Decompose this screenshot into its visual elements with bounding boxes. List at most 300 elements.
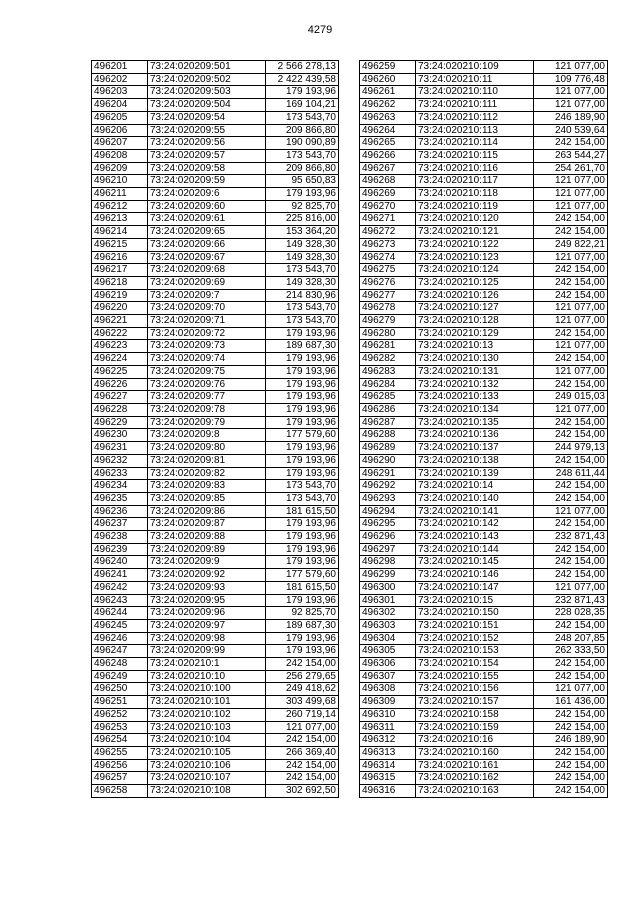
table-row bbox=[360, 315, 608, 328]
row-number-cell: 496256 bbox=[92, 759, 148, 772]
cadastral-number-cell: 73:24:020210:134 bbox=[416, 403, 534, 416]
value-cell: 173 543,70 bbox=[266, 492, 339, 505]
table-row bbox=[360, 162, 608, 175]
row-number-cell: 496203 bbox=[92, 86, 148, 99]
table-row bbox=[360, 86, 608, 99]
cadastral-number-cell: 73:24:020209:9 bbox=[148, 556, 266, 569]
value-cell: 173 543,70 bbox=[266, 111, 339, 124]
cadastral-number-cell: 73:24:020209:75 bbox=[148, 365, 266, 378]
table-row bbox=[92, 556, 339, 569]
value-cell: 242 154,00 bbox=[534, 213, 608, 226]
table-row bbox=[360, 264, 608, 277]
cadastral-number-cell: 73:24:020209:69 bbox=[148, 276, 266, 289]
cadastral-number-cell: 73:24:020209:81 bbox=[148, 454, 266, 467]
value-cell: 242 154,00 bbox=[534, 556, 608, 569]
table-row bbox=[360, 645, 608, 658]
value-cell: 242 154,00 bbox=[266, 658, 339, 671]
cadastral-number-cell: 73:24:020210:159 bbox=[416, 721, 534, 734]
row-number-cell: 496268 bbox=[360, 175, 416, 188]
value-cell: 232 871,43 bbox=[534, 531, 608, 544]
value-cell: 244 979,13 bbox=[534, 442, 608, 455]
cadastral-number-cell: 73:24:020210:117 bbox=[416, 175, 534, 188]
value-cell: 266 369,40 bbox=[266, 746, 339, 759]
cadastral-number-cell: 73:24:020210:144 bbox=[416, 543, 534, 556]
cadastral-number-cell: 73:24:020210:141 bbox=[416, 505, 534, 518]
row-number-cell: 496227 bbox=[92, 391, 148, 404]
table-row bbox=[92, 721, 339, 734]
table-row bbox=[92, 581, 339, 594]
row-number-cell: 496288 bbox=[360, 429, 416, 442]
row-number-cell: 496272 bbox=[360, 226, 416, 239]
row-number-cell: 496251 bbox=[92, 696, 148, 709]
row-number-cell: 496307 bbox=[360, 670, 416, 683]
value-cell: 161 436,00 bbox=[534, 696, 608, 709]
cadastral-number-cell: 73:24:020210:151 bbox=[416, 619, 534, 632]
value-cell: 121 077,00 bbox=[534, 302, 608, 315]
table-row bbox=[92, 670, 339, 683]
cadastral-number-cell: 73:24:020210:130 bbox=[416, 353, 534, 366]
row-number-cell: 496310 bbox=[360, 708, 416, 721]
cadastral-number-cell: 73:24:020210:160 bbox=[416, 746, 534, 759]
row-number-cell: 496215 bbox=[92, 238, 148, 251]
row-number-cell: 496248 bbox=[92, 658, 148, 671]
table-row bbox=[92, 632, 339, 645]
cadastral-number-cell: 73:24:020210:126 bbox=[416, 289, 534, 302]
row-number-cell: 496266 bbox=[360, 149, 416, 162]
table-row bbox=[92, 340, 339, 353]
row-number-cell: 496208 bbox=[92, 149, 148, 162]
table-row bbox=[92, 162, 339, 175]
table-row bbox=[92, 353, 339, 366]
cadastral-number-cell: 73:24:020210:108 bbox=[148, 785, 266, 798]
table-row bbox=[360, 581, 608, 594]
cadastral-number-cell: 73:24:020210:109 bbox=[416, 61, 534, 74]
value-cell: 121 077,00 bbox=[534, 251, 608, 264]
row-number-cell: 496217 bbox=[92, 264, 148, 277]
cadastral-number-cell: 73:24:020210:127 bbox=[416, 302, 534, 315]
value-cell: 214 830,96 bbox=[266, 289, 339, 302]
table-row bbox=[92, 99, 339, 112]
table-row bbox=[92, 149, 339, 162]
value-cell: 179 193,96 bbox=[266, 645, 339, 658]
cadastral-number-cell: 73:24:020210:116 bbox=[416, 162, 534, 175]
row-number-cell: 496292 bbox=[360, 480, 416, 493]
value-cell: 179 193,96 bbox=[266, 454, 339, 467]
cadastral-number-cell: 73:24:020210:162 bbox=[416, 772, 534, 785]
cadastral-number-cell: 73:24:020210:16 bbox=[416, 734, 534, 747]
cadastral-number-cell: 73:24:020210:14 bbox=[416, 480, 534, 493]
row-number-cell: 496260 bbox=[360, 73, 416, 86]
table-row bbox=[360, 99, 608, 112]
row-number-cell: 496261 bbox=[360, 86, 416, 99]
table-row bbox=[92, 734, 339, 747]
cadastral-number-cell: 73:24:020209:99 bbox=[148, 645, 266, 658]
table-row bbox=[92, 315, 339, 328]
table-row bbox=[92, 467, 339, 480]
cadastral-number-cell: 73:24:020209:85 bbox=[148, 492, 266, 505]
value-cell: 242 154,00 bbox=[534, 670, 608, 683]
value-cell: 254 261,70 bbox=[534, 162, 608, 175]
table-row bbox=[360, 289, 608, 302]
value-cell: 246 189,90 bbox=[534, 734, 608, 747]
value-cell: 242 154,00 bbox=[534, 289, 608, 302]
row-number-cell: 496287 bbox=[360, 416, 416, 429]
row-number-cell: 496228 bbox=[92, 403, 148, 416]
cadastral-number-cell: 73:24:020210:140 bbox=[416, 492, 534, 505]
cadastral-number-cell: 73:24:020209:98 bbox=[148, 632, 266, 645]
value-cell: 173 543,70 bbox=[266, 302, 339, 315]
table-row bbox=[92, 454, 339, 467]
cadastral-number-cell: 73:24:020210:150 bbox=[416, 607, 534, 620]
table-row bbox=[360, 518, 608, 531]
row-number-cell: 496311 bbox=[360, 721, 416, 734]
cadastral-number-cell: 73:24:020209:76 bbox=[148, 378, 266, 391]
row-number-cell: 496229 bbox=[92, 416, 148, 429]
row-number-cell: 496305 bbox=[360, 645, 416, 658]
row-number-cell: 496274 bbox=[360, 251, 416, 264]
row-number-cell: 496250 bbox=[92, 683, 148, 696]
cadastral-number-cell: 73:24:020209:503 bbox=[148, 86, 266, 99]
value-cell: 242 154,00 bbox=[534, 518, 608, 531]
table-row bbox=[92, 645, 339, 658]
cadastral-number-cell: 73:24:020210:111 bbox=[416, 99, 534, 112]
value-cell: 173 543,70 bbox=[266, 264, 339, 277]
value-cell: 179 193,96 bbox=[266, 327, 339, 340]
row-number-cell: 496280 bbox=[360, 327, 416, 340]
table-row bbox=[360, 556, 608, 569]
cadastral-number-cell: 73:24:020209:92 bbox=[148, 569, 266, 582]
value-cell: 242 154,00 bbox=[534, 759, 608, 772]
cadastral-number-cell: 73:24:020210:161 bbox=[416, 759, 534, 772]
row-number-cell: 496231 bbox=[92, 442, 148, 455]
table-row bbox=[360, 658, 608, 671]
table-row bbox=[92, 226, 339, 239]
cadastral-number-cell: 73:24:020210:115 bbox=[416, 149, 534, 162]
cadastral-number-cell: 73:24:020210:113 bbox=[416, 124, 534, 137]
table-row bbox=[360, 505, 608, 518]
row-number-cell: 496306 bbox=[360, 658, 416, 671]
cadastral-number-cell: 73:24:020210:143 bbox=[416, 531, 534, 544]
table-row bbox=[360, 365, 608, 378]
value-cell: 242 154,00 bbox=[534, 378, 608, 391]
table-row bbox=[360, 378, 608, 391]
cadastral-number-cell: 73:24:020209:70 bbox=[148, 302, 266, 315]
cadastral-number-cell: 73:24:020210:114 bbox=[416, 137, 534, 150]
cadastral-number-cell: 73:24:020210:118 bbox=[416, 188, 534, 201]
cadastral-number-cell: 73:24:020209:68 bbox=[148, 264, 266, 277]
cadastral-number-cell: 73:24:020209:55 bbox=[148, 124, 266, 137]
page-number: 4279 bbox=[307, 24, 333, 36]
row-number-cell: 496207 bbox=[92, 137, 148, 150]
row-number-cell: 496236 bbox=[92, 505, 148, 518]
table-row bbox=[360, 772, 608, 785]
row-number-cell: 496291 bbox=[360, 467, 416, 480]
value-cell: 121 077,00 bbox=[534, 365, 608, 378]
table-row bbox=[92, 327, 339, 340]
cadastral-number-cell: 73:24:020210:103 bbox=[148, 721, 266, 734]
table-row bbox=[360, 111, 608, 124]
table-row bbox=[92, 213, 339, 226]
cadastral-number-cell: 73:24:020209:56 bbox=[148, 137, 266, 150]
cadastral-number-cell: 73:24:020210:147 bbox=[416, 581, 534, 594]
row-number-cell: 496263 bbox=[360, 111, 416, 124]
table-row bbox=[360, 708, 608, 721]
table-row bbox=[92, 543, 339, 556]
row-number-cell: 496297 bbox=[360, 543, 416, 556]
row-number-cell: 496295 bbox=[360, 518, 416, 531]
value-cell: 303 499,68 bbox=[266, 696, 339, 709]
table-row bbox=[360, 543, 608, 556]
cadastral-number-cell: 73:24:020209:83 bbox=[148, 480, 266, 493]
cadastral-number-cell: 73:24:020210:123 bbox=[416, 251, 534, 264]
table-row bbox=[360, 251, 608, 264]
table-row bbox=[360, 569, 608, 582]
row-number-cell: 496314 bbox=[360, 759, 416, 772]
value-cell: 263 544,27 bbox=[534, 149, 608, 162]
value-cell: 179 193,96 bbox=[266, 86, 339, 99]
row-number-cell: 496201 bbox=[92, 61, 148, 74]
cadastral-number-cell: 73:24:020210:155 bbox=[416, 670, 534, 683]
row-number-cell: 496213 bbox=[92, 213, 148, 226]
value-cell: 121 077,00 bbox=[534, 505, 608, 518]
cadastral-number-cell: 73:24:020209:6 bbox=[148, 188, 266, 201]
table-row bbox=[92, 708, 339, 721]
cadastral-number-cell: 73:24:020209:73 bbox=[148, 340, 266, 353]
value-cell: 179 193,96 bbox=[266, 531, 339, 544]
value-cell: 109 776,48 bbox=[534, 73, 608, 86]
row-number-cell: 496299 bbox=[360, 569, 416, 582]
value-cell: 153 364,20 bbox=[266, 226, 339, 239]
cadastral-number-cell: 73:24:020209:59 bbox=[148, 175, 266, 188]
table-row bbox=[92, 289, 339, 302]
table-row bbox=[92, 124, 339, 137]
cadastral-number-cell: 73:24:020210:152 bbox=[416, 632, 534, 645]
cadastral-number-cell: 73:24:020210:120 bbox=[416, 213, 534, 226]
cadastral-number-cell: 73:24:020209:8 bbox=[148, 429, 266, 442]
value-cell: 242 154,00 bbox=[534, 569, 608, 582]
row-number-cell: 496238 bbox=[92, 531, 148, 544]
value-cell: 92 825,70 bbox=[266, 607, 339, 620]
row-number-cell: 496283 bbox=[360, 365, 416, 378]
value-cell: 149 328,30 bbox=[266, 276, 339, 289]
row-number-cell: 496316 bbox=[360, 785, 416, 798]
table-row bbox=[360, 619, 608, 632]
value-cell: 242 154,00 bbox=[534, 276, 608, 289]
value-cell: 248 207,85 bbox=[534, 632, 608, 645]
value-cell: 242 154,00 bbox=[534, 264, 608, 277]
value-cell: 179 193,96 bbox=[266, 378, 339, 391]
value-cell: 121 077,00 bbox=[534, 86, 608, 99]
value-cell: 149 328,30 bbox=[266, 251, 339, 264]
cadastral-number-cell: 73:24:020210:125 bbox=[416, 276, 534, 289]
value-cell: 242 154,00 bbox=[266, 772, 339, 785]
row-number-cell: 496216 bbox=[92, 251, 148, 264]
table-row bbox=[360, 137, 608, 150]
value-cell: 179 193,96 bbox=[266, 518, 339, 531]
cadastral-number-cell: 73:24:020210:15 bbox=[416, 594, 534, 607]
cadastral-number-cell: 73:24:020210:157 bbox=[416, 696, 534, 709]
row-number-cell: 496244 bbox=[92, 607, 148, 620]
value-cell: 209 866,80 bbox=[266, 124, 339, 137]
value-cell: 242 154,00 bbox=[534, 416, 608, 429]
cadastral-number-cell: 73:24:020210:105 bbox=[148, 746, 266, 759]
row-number-cell: 496259 bbox=[360, 61, 416, 74]
row-number-cell: 496309 bbox=[360, 696, 416, 709]
value-cell: 249 015,03 bbox=[534, 391, 608, 404]
table-row bbox=[360, 73, 608, 86]
cadastral-number-cell: 73:24:020210:137 bbox=[416, 442, 534, 455]
value-cell: 179 193,96 bbox=[266, 543, 339, 556]
table-row bbox=[360, 721, 608, 734]
row-number-cell: 496264 bbox=[360, 124, 416, 137]
value-cell: 242 154,00 bbox=[534, 327, 608, 340]
table-row bbox=[92, 73, 339, 86]
table-row bbox=[92, 378, 339, 391]
table-row bbox=[360, 327, 608, 340]
value-cell: 179 193,96 bbox=[266, 353, 339, 366]
row-number-cell: 496301 bbox=[360, 594, 416, 607]
value-cell: 260 719,14 bbox=[266, 708, 339, 721]
row-number-cell: 496313 bbox=[360, 746, 416, 759]
table-row bbox=[360, 200, 608, 213]
row-number-cell: 496240 bbox=[92, 556, 148, 569]
row-number-cell: 496245 bbox=[92, 619, 148, 632]
value-cell: 240 539,64 bbox=[534, 124, 608, 137]
cadastral-table-right bbox=[359, 60, 608, 798]
value-cell: 179 193,96 bbox=[266, 365, 339, 378]
row-number-cell: 496284 bbox=[360, 378, 416, 391]
row-number-cell: 496265 bbox=[360, 137, 416, 150]
value-cell: 121 077,00 bbox=[534, 403, 608, 416]
table-row bbox=[360, 61, 608, 74]
table-row bbox=[92, 569, 339, 582]
table-row bbox=[92, 365, 339, 378]
value-cell: 246 189,90 bbox=[534, 111, 608, 124]
value-cell: 179 193,96 bbox=[266, 594, 339, 607]
cadastral-table-left bbox=[91, 60, 339, 798]
cadastral-number-cell: 73:24:020210:154 bbox=[416, 658, 534, 671]
row-number-cell: 496269 bbox=[360, 188, 416, 201]
table-row bbox=[92, 658, 339, 671]
cadastral-number-cell: 73:24:020210:145 bbox=[416, 556, 534, 569]
row-number-cell: 496237 bbox=[92, 518, 148, 531]
table-row bbox=[360, 213, 608, 226]
row-number-cell: 496243 bbox=[92, 594, 148, 607]
row-number-cell: 496226 bbox=[92, 378, 148, 391]
cadastral-number-cell: 73:24:020209:58 bbox=[148, 162, 266, 175]
cadastral-number-cell: 73:24:020210:128 bbox=[416, 315, 534, 328]
value-cell: 173 543,70 bbox=[266, 480, 339, 493]
table-row bbox=[92, 480, 339, 493]
value-cell: 121 077,00 bbox=[534, 188, 608, 201]
row-number-cell: 496221 bbox=[92, 315, 148, 328]
cadastral-number-cell: 73:24:020210:153 bbox=[416, 645, 534, 658]
table-row bbox=[360, 238, 608, 251]
row-number-cell: 496246 bbox=[92, 632, 148, 645]
row-number-cell: 496276 bbox=[360, 276, 416, 289]
table-row bbox=[360, 759, 608, 772]
value-cell: 179 193,96 bbox=[266, 556, 339, 569]
cadastral-number-cell: 73:24:020210:106 bbox=[148, 759, 266, 772]
value-cell: 242 154,00 bbox=[266, 734, 339, 747]
value-cell: 121 077,00 bbox=[534, 581, 608, 594]
cadastral-number-cell: 73:24:020210:110 bbox=[416, 86, 534, 99]
table-row bbox=[360, 124, 608, 137]
cadastral-number-cell: 73:24:020210:102 bbox=[148, 708, 266, 721]
row-number-cell: 496289 bbox=[360, 442, 416, 455]
cadastral-number-cell: 73:24:020210:10 bbox=[148, 670, 266, 683]
table-row bbox=[92, 86, 339, 99]
cadastral-number-cell: 73:24:020210:1 bbox=[148, 658, 266, 671]
value-cell: 121 077,00 bbox=[534, 99, 608, 112]
row-number-cell: 496235 bbox=[92, 492, 148, 505]
table-row bbox=[360, 454, 608, 467]
value-cell: 242 154,00 bbox=[534, 785, 608, 798]
value-cell: 181 615,50 bbox=[266, 505, 339, 518]
value-cell: 242 154,00 bbox=[534, 721, 608, 734]
row-number-cell: 496255 bbox=[92, 746, 148, 759]
table-row bbox=[92, 238, 339, 251]
table-row bbox=[360, 416, 608, 429]
value-cell: 242 154,00 bbox=[534, 137, 608, 150]
value-cell: 225 816,00 bbox=[266, 213, 339, 226]
value-cell: 2 566 278,13 bbox=[266, 61, 339, 74]
table-row bbox=[360, 480, 608, 493]
row-number-cell: 496230 bbox=[92, 429, 148, 442]
cadastral-number-cell: 73:24:020209:93 bbox=[148, 581, 266, 594]
table-row bbox=[92, 111, 339, 124]
cadastral-number-cell: 73:24:020210:104 bbox=[148, 734, 266, 747]
cadastral-number-cell: 73:24:020209:88 bbox=[148, 531, 266, 544]
row-number-cell: 496258 bbox=[92, 785, 148, 798]
table-row bbox=[92, 416, 339, 429]
value-cell: 249 822,21 bbox=[534, 238, 608, 251]
table-row bbox=[360, 149, 608, 162]
table-row bbox=[360, 175, 608, 188]
value-cell: 262 333,50 bbox=[534, 645, 608, 658]
value-cell: 121 077,00 bbox=[534, 61, 608, 74]
value-cell: 302 692,50 bbox=[266, 785, 339, 798]
cadastral-number-cell: 73:24:020210:156 bbox=[416, 683, 534, 696]
value-cell: 242 154,00 bbox=[534, 543, 608, 556]
table-row bbox=[360, 276, 608, 289]
row-number-cell: 496211 bbox=[92, 188, 148, 201]
cadastral-number-cell: 73:24:020210:107 bbox=[148, 772, 266, 785]
value-cell: 209 866,80 bbox=[266, 162, 339, 175]
row-number-cell: 496249 bbox=[92, 670, 148, 683]
table-row bbox=[92, 772, 339, 785]
row-number-cell: 496206 bbox=[92, 124, 148, 137]
row-number-cell: 496242 bbox=[92, 581, 148, 594]
table-row bbox=[92, 429, 339, 442]
row-number-cell: 496232 bbox=[92, 454, 148, 467]
table-row bbox=[360, 696, 608, 709]
row-number-cell: 496234 bbox=[92, 480, 148, 493]
table-row bbox=[360, 594, 608, 607]
row-number-cell: 496304 bbox=[360, 632, 416, 645]
row-number-cell: 496219 bbox=[92, 289, 148, 302]
row-number-cell: 496282 bbox=[360, 353, 416, 366]
row-number-cell: 496223 bbox=[92, 340, 148, 353]
value-cell: 121 077,00 bbox=[534, 175, 608, 188]
cadastral-number-cell: 73:24:020209:65 bbox=[148, 226, 266, 239]
table-row bbox=[360, 746, 608, 759]
cadastral-number-cell: 73:24:020209:89 bbox=[148, 543, 266, 556]
cadastral-number-cell: 73:24:020210:13 bbox=[416, 340, 534, 353]
table-row bbox=[360, 403, 608, 416]
table-row bbox=[92, 264, 339, 277]
value-cell: 179 193,96 bbox=[266, 403, 339, 416]
